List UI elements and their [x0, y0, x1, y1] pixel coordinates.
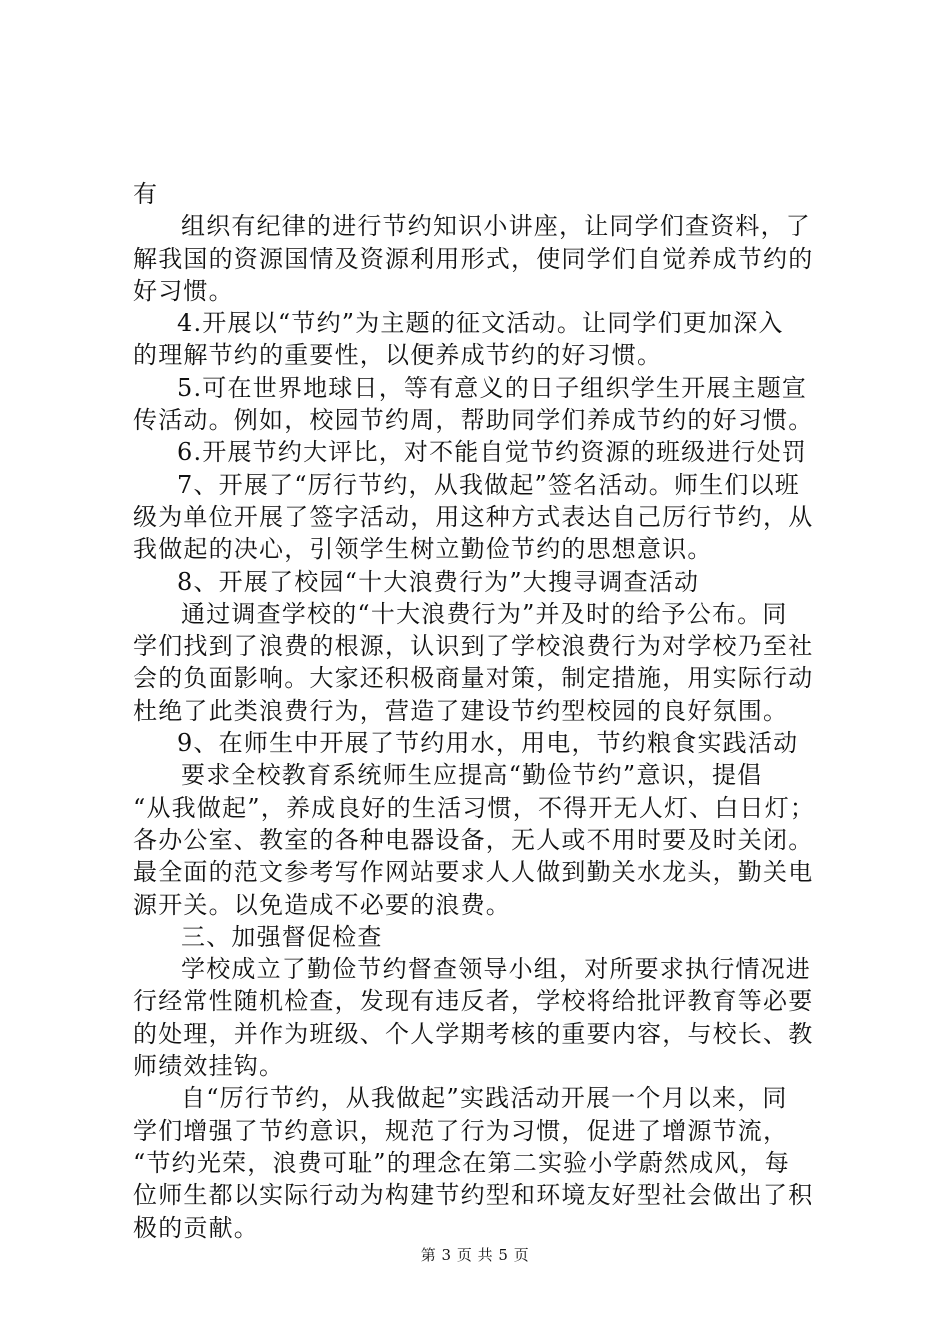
- text-line: 5.可在世界地球日，等有意义的日子组织学生开展主题宣: [177, 373, 808, 402]
- text-line: 学们增强了节约意识，规范了行为习惯，促进了增源节流，: [133, 1116, 789, 1145]
- text-line: 4.开展以“节约”为主题的征文活动。让同学们更加深入: [177, 309, 784, 338]
- text-line: 学们找到了浪费的根源，认识到了学校浪费行为对学校乃至社: [133, 632, 814, 661]
- text-line: 我做起的决心，引领学生树立勤俭节约的思想意识。: [133, 535, 713, 564]
- text-line: 的处理，并作为班级、个人学期考核的重要内容，与校长、教: [133, 1019, 814, 1048]
- text-line: 位师生都以实际行动为构建节约型和环境友好型社会做出了积: [133, 1181, 814, 1210]
- text-line: 行经常性随机检查，发现有违反者，学校将给批评教育等必要: [133, 987, 814, 1016]
- text-line: “节约光荣，浪费可耻”的理念在第二实验小学蔚然成风，每: [133, 1148, 790, 1177]
- text-line: 解我国的资源国情及资源利用形式，使同学们自觉养成节约的: [133, 244, 814, 273]
- text-line: 组织有纪律的进行节约知识小讲座，让同学们查资料，了: [181, 212, 811, 241]
- text-line: 自“厉行节约，从我做起”实践活动开展一个月以来，同: [181, 1084, 788, 1113]
- text-line: 极的贡献。: [133, 1213, 259, 1242]
- text-line: 各办公室、教室的各种电器设备，无人或不用时要及时关闭。: [133, 825, 814, 854]
- text-line: 最全面的范文参考写作网站要求人人做到勤关水龙头，勤关电: [133, 858, 814, 887]
- text-line: 要求全校教育系统师生应提高“勤俭节约”意识，提倡: [181, 761, 763, 790]
- text-line: 会的负面影响。大家还积极商量对策，制定措施，用实际行动: [133, 664, 814, 693]
- text-line: 8、开展了校园“十大浪费行为”大搜寻调查活动: [177, 567, 700, 596]
- text-line: 源开关。以免造成不必要的浪费。: [133, 890, 511, 919]
- text-line: 有: [133, 180, 159, 208]
- text-line: “从我做起”，养成良好的生活习惯，不得开无人灯、白日灯；: [133, 793, 816, 822]
- text-line: 传活动。例如，校园节约周，帮助同学们养成节约的好习惯。: [133, 406, 814, 435]
- text-line: 杜绝了此类浪费行为，营造了建设节约型校园的良好氛围。: [133, 696, 789, 725]
- text-line: 好习惯。: [133, 276, 234, 305]
- text-line: 师绩效挂钩。: [133, 1052, 285, 1081]
- text-line: 7、开展了“厉行节约，从我做起”签名活动。师生们以班: [177, 470, 801, 499]
- text-line: 三、加强督促检查: [181, 922, 383, 951]
- page-footer: 第 3 页 共 5 页: [420, 1246, 530, 1264]
- text-line: 级为单位开展了签字活动，用这种方式表达自己厉行节约，从: [133, 502, 814, 531]
- document-body: [133, 178, 833, 1244]
- text-line: 通过调查学校的“十大浪费行为”并及时的给予公布。同: [181, 599, 788, 628]
- text-line: 学校成立了勤俭节约督查领导小组，对所要求执行情况进: [181, 955, 811, 984]
- text-line: 9、在师生中开展了节约用水，用电，节约粮食实践活动: [177, 729, 799, 758]
- text-line: 的理解节约的重要性，以便养成节约的好习惯。: [133, 341, 663, 370]
- text-line: 6.开展节约大评比，对不能自觉节约资源的班级进行处罚: [177, 438, 808, 467]
